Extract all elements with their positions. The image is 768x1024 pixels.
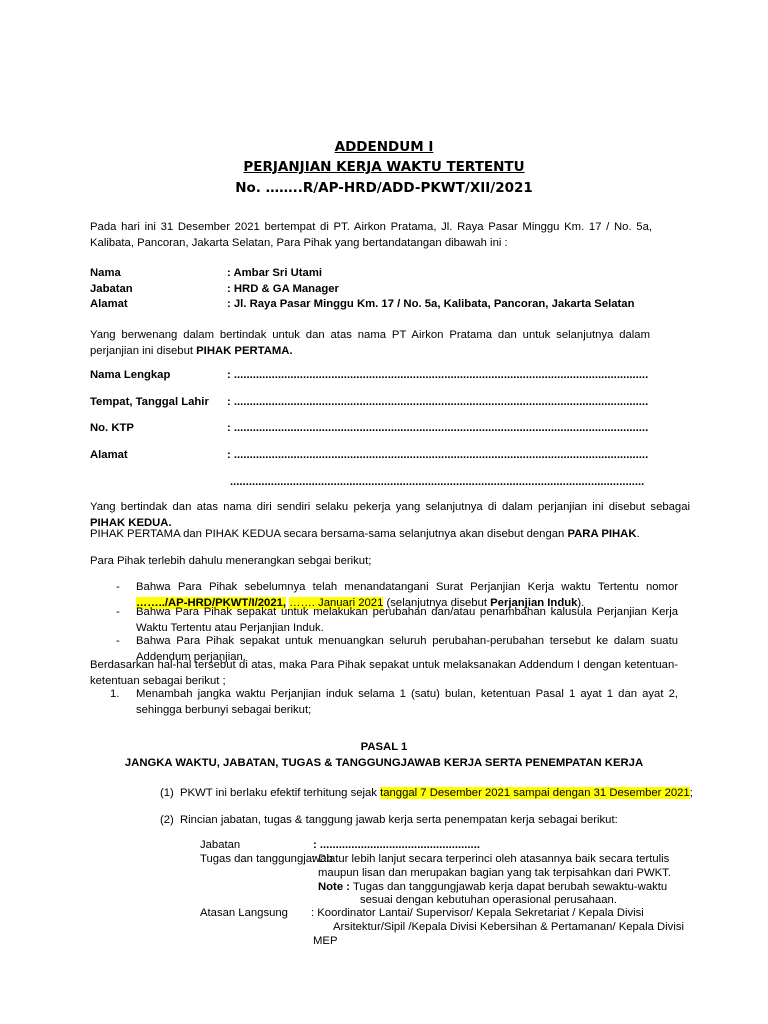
party2-birth-value: : .................................................................................................................................... (227, 396, 649, 408)
bullet-dash-1: - (116, 581, 120, 593)
party1-position-value: : HRD & GA Manager (227, 283, 339, 295)
bullet-1-text: Bahwa Para Pihak sebelumnya telah menandatangani Surat Perjanjian Kerja waktu Tertentu nomor (136, 581, 678, 593)
item-1-number: 1. (110, 688, 120, 700)
detail-note-text: Tugas dan tanggungjawab kerja dapat berubah sewaktu-waktu (350, 881, 668, 893)
pasal-item-1-text: PKWT ini berlaku efektif terhitung sejak (180, 787, 381, 799)
party1-statement-bold: PIHAK PERTAMA. (196, 344, 293, 357)
party2-ktp-value: : .................................................................................................................................... (227, 422, 649, 434)
pasal-subtitle: JANGKA WAKTU, JABATAN, TUGAS & TANGGUNGJAWAB KERJA SERTA PENEMPATAN KERJA (124, 757, 644, 769)
pasal-item-1-end: ; (689, 787, 693, 799)
pasal-item-1 (180, 786, 693, 802)
detail-duty-line2: maupun lisan dan merupakan bagian yang tak terpisahkan dari PWKT. (318, 867, 671, 879)
intro-paragraph: Pada hari ini 31 Desember 2021 bertempat di PT. Airkon Pratama, Jl. Raya Pasar Minggu Km. 17 / No. 5a, Kalibata, Pancoran, Jakarta Selatan, Para Pihak yang bertandatangan dibawah ini : (90, 221, 652, 249)
party1-address-label: Alamat (90, 298, 128, 310)
pasal-title: PASAL 1 (360, 741, 408, 753)
doc-number: No. ……..R/AP-HRD/ADD-PKWT/XII/2021 (235, 180, 533, 196)
detail-note-line2: sesuai dengan kebutuhan operasional perusahaan. (360, 894, 617, 906)
party2-name-value: : .................................................................................................................................... (227, 369, 649, 381)
bullet-3: Bahwa Para Pihak sepakat untuk menuangkan seluruh perubahan-perubahan tersebut ke dalam suatu Addendum perjanjian. (136, 635, 678, 663)
para-pihak-text: PIHAK PERTAMA dan PIHAK KEDUA secara bersama-sama selanjutnya akan disebut dengan (90, 528, 568, 540)
detail-position-value: : ................................................... (313, 839, 480, 851)
party2-name-label: Nama Lengkap (90, 369, 171, 381)
party2-birth-label: Tempat, Tanggal Lahir (90, 396, 209, 408)
doc-title: ADDENDUM I (334, 139, 434, 155)
party1-name-value: : Ambar Sri Utami (227, 267, 322, 279)
bullet-2: Bahwa Para Pihak sepakat untuk melakukan perubahan dan/atau penambahan kalusula Perjanjian Kerja Waktu Tertentu atau Perjanjian Induk. (136, 606, 678, 634)
party1-address-value: : Jl. Raya Pasar Minggu Km. 17 / No. 5a, Kalibata, Pancoran, Jakarta Selatan (227, 298, 635, 310)
bullet-dash-2: - (116, 606, 120, 618)
pasal-item-2-text: Rincian jabatan, tugas & tanggung jawab kerja serta penempatan kerja sebagai berikut: (180, 814, 618, 826)
party2-statement-text: Yang bertindak dan atas nama diri sendiri selaku pekerja yang selanjutnya di dalam perjanjian ini disebut sebagai (90, 501, 690, 513)
para-pihak-statement (90, 527, 690, 543)
bullet-1-text2: (selanjutnya disebut (383, 596, 491, 609)
detail-duty-label: Tugas dan tanggungjawab (200, 853, 333, 865)
bullet-1-highlight-date: ……. Januari 2021 (289, 596, 384, 609)
para-pihak-end: . (636, 528, 640, 540)
detail-supervisor-line1: : Koordinator Lantai/ Supervisor/ Kepala Sekretariat / Kepala Divisi (311, 907, 644, 919)
detail-supervisor-line3: MEP (313, 935, 338, 947)
party2-ktp-label: No. KTP (90, 422, 134, 434)
party1-name-label: Nama (90, 267, 121, 279)
bullet-dash-3: - (116, 635, 120, 647)
doc-subtitle: PERJANJIAN KERJA WAKTU TERTENTU (243, 159, 525, 175)
detail-position-label: Jabatan (200, 839, 241, 851)
detail-supervisor-line2: Arsitektur/Sipil /Kepala Divisi Kebersihan & Pertamanan/ Kepala Divisi (333, 921, 684, 933)
detail-supervisor-label: Atasan Langsung (200, 907, 288, 919)
detail-note-bold: Note : (318, 881, 351, 893)
party1-statement (90, 328, 650, 359)
bullet-1-end: ). (577, 596, 585, 609)
party2-address-value: : .................................................................................................................................... (227, 449, 649, 461)
bullet-1-bold: Perjanjian Induk (490, 596, 578, 609)
party2-address-extra: .................................................................................................................................... (230, 476, 645, 488)
party1-position-label: Jabatan (90, 283, 133, 295)
party2-statement-bold: PIHAK KEDUA. (90, 516, 172, 529)
preface-text: Para Pihak terlebih dahulu menerangkan sebgai berikut; (90, 555, 372, 567)
agreement-paragraph: Berdasarkan hal-hal tersebut di atas, maka Para Pihak sepakat untuk melaksanakan Addendum I dengan ketentuan-ketentuan sebagai berikut ; (90, 659, 678, 687)
party1-statement-text: Yang berwenang dalam bertindak untuk dan atas nama PT Airkon Pratama dan untuk selanjutnya dalam perjanjian ini disebut (90, 329, 650, 357)
party2-address-label: Alamat (90, 449, 128, 461)
pasal-item-1-highlight: tanggal 7 Desember 2021 sampai dengan 31 Desember 2021 (380, 787, 690, 799)
pasal-item-1-number: (1) (160, 787, 174, 799)
detail-duty-line1: : Diatur lebih lanjut secara terperinci oleh atasannya baik secara tertulis (312, 853, 670, 865)
pasal-item-2-number: (2) (160, 814, 174, 826)
item-1-text: Menambah jangka waktu Perjanjian induk selama 1 (satu) bulan, ketentuan Pasal 1 ayat 1 dan ayat 2, sehingga berbunyi sebagai berikut; (136, 688, 678, 716)
bullet-1-highlight-number: ……../AP-HRD/PKWT/I/2021, (136, 596, 287, 609)
para-pihak-bold: PARA PIHAK (567, 528, 637, 540)
